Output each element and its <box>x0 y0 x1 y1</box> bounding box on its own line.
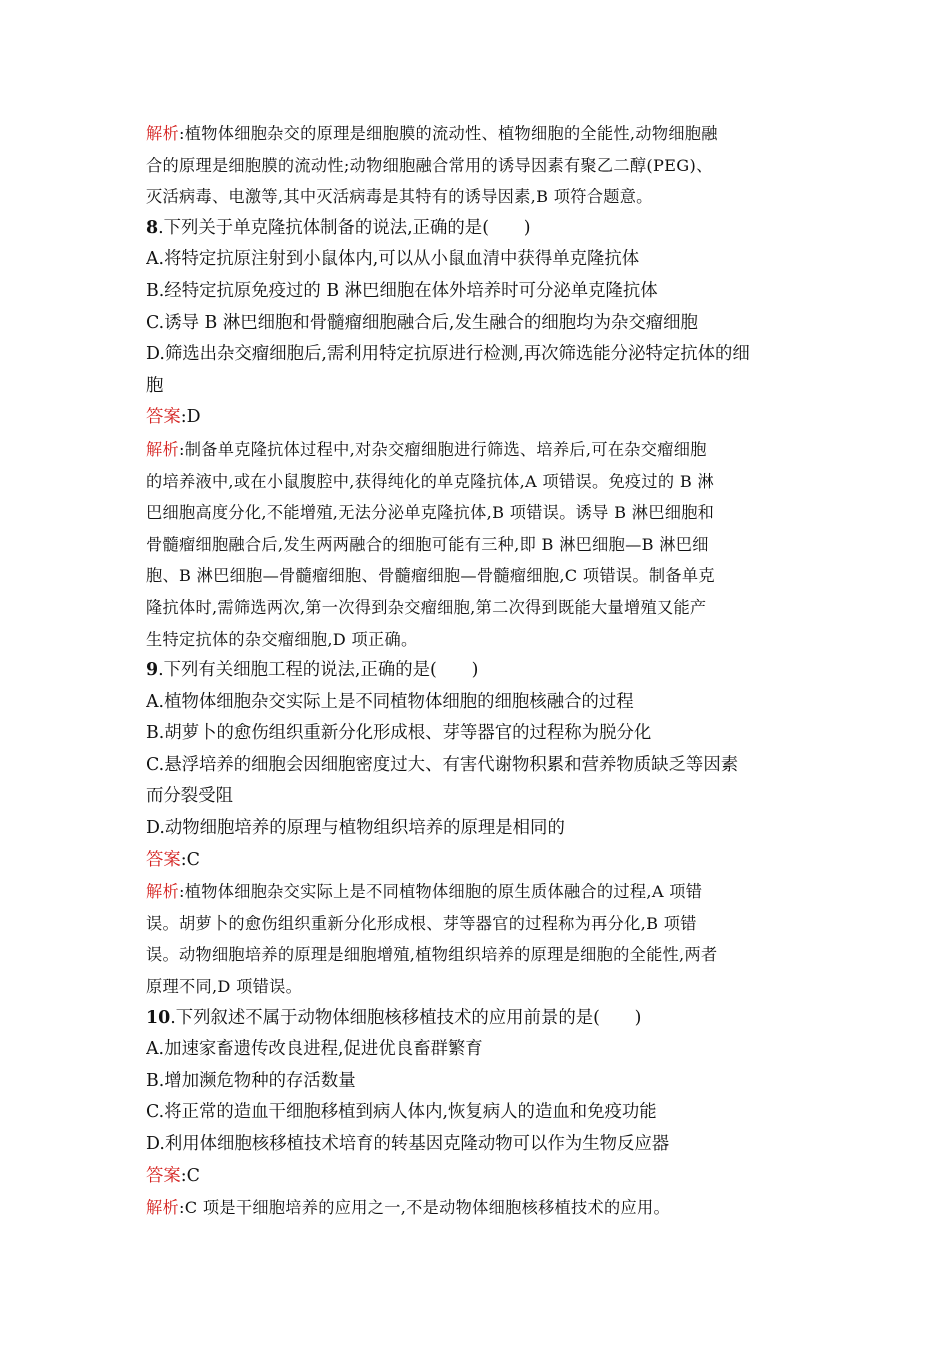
option-d: D.利用体细胞核移植技术培育的转基因克隆动物可以作为生物反应器 <box>146 1134 670 1154</box>
option-a: A.将特定抗原注射到小鼠体内,可以从小鼠血清中获得单克隆抗体 <box>146 249 640 270</box>
explanation-line: 生特定抗体的杂交瘤细胞,D 项正确。 <box>146 629 418 649</box>
explanation-line: 巴细胞高度分化,不能增殖,无法分泌单克隆抗体,B 项错误。诱导 B 淋巴细胞和 <box>146 503 715 523</box>
explanation-line: 骨髓瘤细胞融合后,发生两两融合的细胞可能有三种,即 B 淋巴细胞—B 淋巴细 <box>146 534 709 554</box>
option-b: B.增加濒危物种的存活数量 <box>146 1070 356 1091</box>
answer-label: 答案 <box>146 849 181 870</box>
explanation-line: 胞、B 淋巴细胞—骨髓瘤细胞、骨髓瘤细胞—骨髓瘤细胞,C 项错误。制备单克 <box>146 566 715 586</box>
question-8-stem: 8.下列关于单克隆抗体制备的说法,正确的是( ) <box>146 217 531 238</box>
answer-line: 答案:C <box>146 1165 200 1186</box>
option-a: A.植物体细胞杂交实际上是不同植物体细胞的细胞核融合的过程 <box>146 691 634 712</box>
question-9-stem: 9.下列有关细胞工程的说法,正确的是( ) <box>146 660 479 681</box>
explanation-line: 的培养液中,或在小鼠腹腔中,获得纯化的单克隆抗体,A 项错误。免疫过的 B 淋 <box>146 471 714 491</box>
answer-label: 答案 <box>146 1165 181 1186</box>
prev-explanation-line: 合的原理是细胞膜的流动性;动物细胞融合常用的诱导因素有聚乙二醇(PEG)、 <box>146 155 713 175</box>
explanation-line: 解析:植物体细胞杂交实际上是不同植物体细胞的原生质体融合的过程,A 项错 <box>146 882 703 902</box>
explanation-line: 解析:制备单克隆抗体过程中,对杂交瘤细胞进行筛选、培养后,可在杂交瘤细胞 <box>146 439 707 459</box>
option-c-continued: 而分裂受阻 <box>146 786 233 807</box>
question-10-stem: 10.下列叙述不属于动物体细胞核移植技术的应用前景的是( ) <box>146 1007 642 1028</box>
answer-label: 答案 <box>146 407 181 428</box>
option-a: A.加速家畜遗传改良进程,促进优良畜群繁育 <box>146 1039 483 1060</box>
option-d: D.筛选出杂交瘤细胞后,需利用特定抗原进行检测,再次筛选能分泌特定抗体的细 <box>146 344 750 365</box>
answer-line: 答案:D <box>146 407 201 428</box>
prev-explanation-line: 解析:植物体细胞杂交的原理是细胞膜的流动性、植物细胞的全能性,动物细胞融 <box>146 124 718 143</box>
question-number: 8 <box>146 217 159 238</box>
explanation-label: 解析 <box>146 1198 179 1218</box>
option-c: C.诱导 B 淋巴细胞和骨髓瘤细胞融合后,发生融合的细胞均为杂交瘤细胞 <box>146 312 698 333</box>
option-d: D.动物细胞培养的原理与植物组织培养的原理是相同的 <box>146 818 565 839</box>
option-c: C.悬浮培养的细胞会因细胞密度过大、有害代谢物积累和营养物质缺乏等因素 <box>146 754 739 775</box>
option-d-continued: 胞 <box>146 375 164 396</box>
explanation-line: 原理不同,D 项错误。 <box>146 977 303 997</box>
prev-explanation-line: 灭活病毒、电激等,其中灭活病毒是其特有的诱导因素,B 项符合题意。 <box>146 187 653 207</box>
explanation-label: 解析 <box>146 124 179 143</box>
option-b: B.经特定抗原免疫过的 B 淋巴细胞在体外培养时可分泌单克隆抗体 <box>146 280 658 301</box>
option-c: C.将正常的造血干细胞移植到病人体内,恢复病人的造血和免疫功能 <box>146 1102 657 1123</box>
question-number: 9 <box>146 660 159 681</box>
document-page <box>146 118 816 1224</box>
answer-line: 答案:C <box>146 849 200 870</box>
explanation-label: 解析 <box>146 882 179 902</box>
question-number: 10 <box>146 1007 171 1028</box>
explanation-line: 误。动物细胞培养的原理是细胞增殖,植物组织培养的原理是细胞的全能性,两者 <box>146 945 718 965</box>
explanation-line: 隆抗体时,需筛选两次,第一次得到杂交瘤细胞,第二次得到既能大量增殖又能产 <box>146 597 707 617</box>
explanation-line: 解析:C 项是干细胞培养的应用之一,不是动物体细胞核移植技术的应用。 <box>146 1198 670 1218</box>
explanation-line: 误。胡萝卜的愈伤组织重新分化形成根、芽等器官的过程称为再分化,B 项错 <box>146 913 697 933</box>
option-b: B.胡萝卜的愈伤组织重新分化形成根、芽等器官的过程称为脱分化 <box>146 723 652 744</box>
explanation-label: 解析 <box>146 439 179 459</box>
